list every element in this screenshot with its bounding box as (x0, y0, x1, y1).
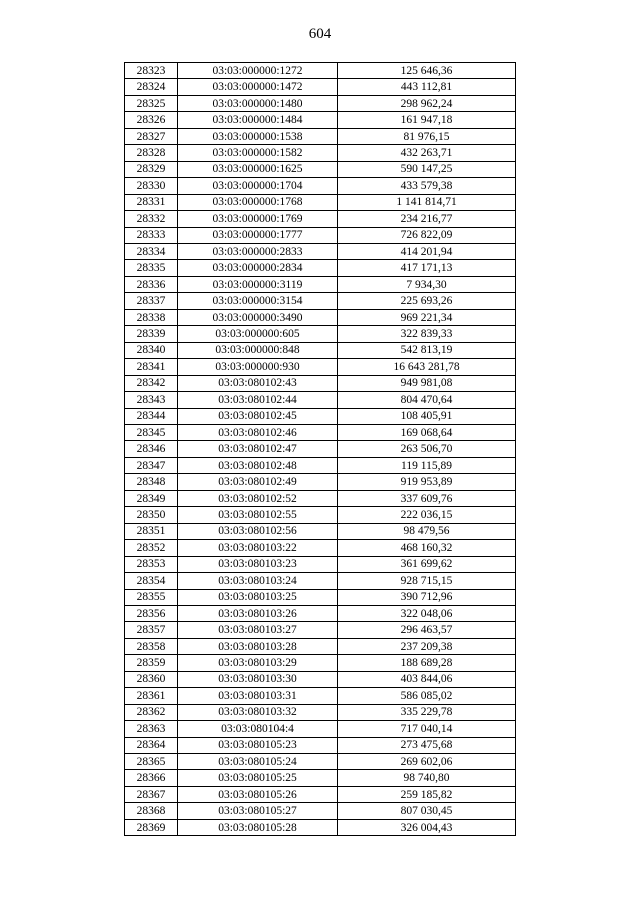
row-number-cell: 28363 (125, 721, 178, 737)
value-cell: 807 030,45 (338, 803, 516, 819)
row-number-cell: 28338 (125, 309, 178, 325)
table-row (125, 276, 516, 292)
value-cell: 804 470,64 (338, 392, 516, 408)
table-row (125, 490, 516, 506)
cadastral-number-cell: 03:03:080102:55 (178, 507, 338, 523)
cadastral-number-cell: 03:03:080102:45 (178, 408, 338, 424)
cadastral-number-cell: 03:03:080102:48 (178, 457, 338, 473)
row-number-cell: 28348 (125, 474, 178, 490)
value-cell: 108 405,91 (338, 408, 516, 424)
cadastral-number-cell: 03:03:080103:31 (178, 688, 338, 704)
value-cell: 433 579,38 (338, 178, 516, 194)
value-cell: 125 646,36 (338, 63, 516, 79)
cadastral-number-cell: 03:03:080102:44 (178, 392, 338, 408)
table-row (125, 359, 516, 375)
value-cell: 717 040,14 (338, 721, 516, 737)
table-row (125, 737, 516, 753)
row-number-cell: 28359 (125, 655, 178, 671)
cadastral-number-cell: 03:03:080103:24 (178, 573, 338, 589)
row-number-cell: 28351 (125, 523, 178, 539)
table-row (125, 523, 516, 539)
table-row (125, 441, 516, 457)
table-row (125, 392, 516, 408)
table-row (125, 507, 516, 523)
value-cell: 361 699,62 (338, 556, 516, 572)
cadastral-number-cell: 03:03:000000:1582 (178, 145, 338, 161)
row-number-cell: 28355 (125, 589, 178, 605)
table-row (125, 556, 516, 572)
value-cell: 263 506,70 (338, 441, 516, 457)
row-number-cell: 28354 (125, 573, 178, 589)
table-row (125, 95, 516, 111)
row-number-cell: 28369 (125, 819, 178, 835)
table-row (125, 161, 516, 177)
value-cell: 335 229,78 (338, 704, 516, 720)
table-row (125, 721, 516, 737)
row-number-cell: 28331 (125, 194, 178, 210)
cadastral-number-cell: 03:03:000000:1769 (178, 211, 338, 227)
cadastral-number-cell: 03:03:080103:28 (178, 638, 338, 654)
row-number-cell: 28342 (125, 375, 178, 391)
row-number-cell: 28347 (125, 457, 178, 473)
row-number-cell: 28325 (125, 95, 178, 111)
value-cell: 161 947,18 (338, 112, 516, 128)
cadastral-number-cell: 03:03:080102:52 (178, 490, 338, 506)
table-row (125, 112, 516, 128)
table-row (125, 342, 516, 358)
cadastral-number-cell: 03:03:000000:1704 (178, 178, 338, 194)
row-number-cell: 28334 (125, 243, 178, 259)
row-number-cell: 28344 (125, 408, 178, 424)
table-row (125, 819, 516, 835)
table-row (125, 688, 516, 704)
value-cell: 234 216,77 (338, 211, 516, 227)
row-number-cell: 28330 (125, 178, 178, 194)
value-cell: 188 689,28 (338, 655, 516, 671)
row-number-cell: 28327 (125, 128, 178, 144)
cadastral-number-cell: 03:03:080103:32 (178, 704, 338, 720)
table-row (125, 227, 516, 243)
row-number-cell: 28323 (125, 63, 178, 79)
cadastral-number-cell: 03:03:080102:46 (178, 424, 338, 440)
value-cell: 403 844,06 (338, 671, 516, 687)
table-row (125, 243, 516, 259)
value-cell: 1 141 814,71 (338, 194, 516, 210)
value-cell: 586 085,02 (338, 688, 516, 704)
row-number-cell: 28356 (125, 605, 178, 621)
table-row (125, 424, 516, 440)
table-row (125, 375, 516, 391)
table-row (125, 178, 516, 194)
row-number-cell: 28332 (125, 211, 178, 227)
row-number-cell: 28350 (125, 507, 178, 523)
table-row (125, 79, 516, 95)
cadastral-number-cell: 03:03:000000:605 (178, 326, 338, 342)
row-number-cell: 28352 (125, 540, 178, 556)
table-row (125, 293, 516, 309)
table-row (125, 754, 516, 770)
table-row (125, 128, 516, 144)
cadastral-number-cell: 03:03:080105:24 (178, 754, 338, 770)
table-row (125, 408, 516, 424)
table-row (125, 63, 516, 79)
value-cell: 119 115,89 (338, 457, 516, 473)
value-cell: 225 693,26 (338, 293, 516, 309)
value-cell: 98 740,80 (338, 770, 516, 786)
table-row (125, 622, 516, 638)
table-row (125, 786, 516, 802)
row-number-cell: 28328 (125, 145, 178, 161)
row-number-cell: 28368 (125, 803, 178, 819)
cadastral-number-cell: 03:03:080103:25 (178, 589, 338, 605)
table-row (125, 145, 516, 161)
value-cell: 390 712,96 (338, 589, 516, 605)
cadastral-number-cell: 03:03:000000:1272 (178, 63, 338, 79)
value-cell: 326 004,43 (338, 819, 516, 835)
table-row (125, 309, 516, 325)
table-row (125, 194, 516, 210)
cadastral-number-cell: 03:03:080103:22 (178, 540, 338, 556)
table-row (125, 704, 516, 720)
row-number-cell: 28326 (125, 112, 178, 128)
row-number-cell: 28343 (125, 392, 178, 408)
cadastral-number-cell: 03:03:000000:848 (178, 342, 338, 358)
value-cell: 414 201,94 (338, 243, 516, 259)
cadastral-number-cell: 03:03:080102:43 (178, 375, 338, 391)
value-cell: 269 602,06 (338, 754, 516, 770)
cadastral-number-cell: 03:03:000000:3154 (178, 293, 338, 309)
row-number-cell: 28365 (125, 754, 178, 770)
row-number-cell: 28345 (125, 424, 178, 440)
value-cell: 928 715,15 (338, 573, 516, 589)
cadastral-number-cell: 03:03:000000:1480 (178, 95, 338, 111)
table-row (125, 803, 516, 819)
row-number-cell: 28324 (125, 79, 178, 95)
row-number-cell: 28333 (125, 227, 178, 243)
cadastral-number-cell: 03:03:000000:2833 (178, 243, 338, 259)
value-cell: 273 475,68 (338, 737, 516, 753)
value-cell: 432 263,71 (338, 145, 516, 161)
row-number-cell: 28340 (125, 342, 178, 358)
row-number-cell: 28367 (125, 786, 178, 802)
cadastral-number-cell: 03:03:080105:25 (178, 770, 338, 786)
table-row (125, 655, 516, 671)
row-number-cell: 28353 (125, 556, 178, 572)
value-cell: 443 112,81 (338, 79, 516, 95)
row-number-cell: 28362 (125, 704, 178, 720)
table-row (125, 211, 516, 227)
table-row (125, 770, 516, 786)
cadastral-number-cell: 03:03:080105:28 (178, 819, 338, 835)
table-row (125, 573, 516, 589)
value-cell: 237 209,38 (338, 638, 516, 654)
cadastral-number-cell: 03:03:000000:1625 (178, 161, 338, 177)
row-number-cell: 28346 (125, 441, 178, 457)
value-cell: 81 976,15 (338, 128, 516, 144)
value-cell: 298 962,24 (338, 95, 516, 111)
page-number: 604 (308, 26, 332, 42)
value-cell: 337 609,76 (338, 490, 516, 506)
row-number-cell: 28341 (125, 359, 178, 375)
table-row (125, 589, 516, 605)
value-cell: 949 981,08 (338, 375, 516, 391)
cadastral-number-cell: 03:03:080105:27 (178, 803, 338, 819)
row-number-cell: 28335 (125, 260, 178, 276)
value-cell: 468 160,32 (338, 540, 516, 556)
cadastral-number-cell: 03:03:080103:26 (178, 605, 338, 621)
row-number-cell: 28357 (125, 622, 178, 638)
row-number-cell: 28329 (125, 161, 178, 177)
value-cell: 169 068,64 (338, 424, 516, 440)
row-number-cell: 28358 (125, 638, 178, 654)
cadastral-number-cell: 03:03:000000:1484 (178, 112, 338, 128)
cadastral-number-cell: 03:03:000000:3490 (178, 309, 338, 325)
value-cell: 259 185,82 (338, 786, 516, 802)
row-number-cell: 28337 (125, 293, 178, 309)
table-row (125, 474, 516, 490)
table-row (125, 540, 516, 556)
value-cell: 16 643 281,78 (338, 359, 516, 375)
cadastral-number-cell: 03:03:000000:930 (178, 359, 338, 375)
value-cell: 7 934,30 (338, 276, 516, 292)
value-cell: 417 171,13 (338, 260, 516, 276)
table-row (125, 638, 516, 654)
value-cell: 222 036,15 (338, 507, 516, 523)
cadastral-number-cell: 03:03:000000:2834 (178, 260, 338, 276)
value-cell: 322 839,33 (338, 326, 516, 342)
cadastral-number-cell: 03:03:080105:23 (178, 737, 338, 753)
table-row (125, 605, 516, 621)
row-number-cell: 28364 (125, 737, 178, 753)
cadastral-number-cell: 03:03:080102:49 (178, 474, 338, 490)
table-row (125, 457, 516, 473)
row-number-cell: 28361 (125, 688, 178, 704)
table-row (125, 326, 516, 342)
cadastral-number-cell: 03:03:080104:4 (178, 721, 338, 737)
value-cell: 969 221,34 (338, 309, 516, 325)
cadastral-number-cell: 03:03:000000:1538 (178, 128, 338, 144)
value-cell: 542 813,19 (338, 342, 516, 358)
cadastral-number-cell: 03:03:080103:29 (178, 655, 338, 671)
cadastral-number-cell: 03:03:080103:30 (178, 671, 338, 687)
cadastral-value-table (124, 62, 516, 836)
value-cell: 322 048,06 (338, 605, 516, 621)
value-cell: 590 147,25 (338, 161, 516, 177)
cadastral-number-cell: 03:03:080103:27 (178, 622, 338, 638)
row-number-cell: 28336 (125, 276, 178, 292)
cadastral-number-cell: 03:03:000000:3119 (178, 276, 338, 292)
cadastral-number-cell: 03:03:080105:26 (178, 786, 338, 802)
row-number-cell: 28339 (125, 326, 178, 342)
cadastral-number-cell: 03:03:080102:47 (178, 441, 338, 457)
row-number-cell: 28360 (125, 671, 178, 687)
table-row (125, 260, 516, 276)
row-number-cell: 28349 (125, 490, 178, 506)
table-row (125, 671, 516, 687)
table-body (125, 63, 516, 836)
cadastral-number-cell: 03:03:000000:1777 (178, 227, 338, 243)
cadastral-number-cell: 03:03:000000:1472 (178, 79, 338, 95)
cadastral-number-cell: 03:03:080102:56 (178, 523, 338, 539)
value-cell: 919 953,89 (338, 474, 516, 490)
value-cell: 98 479,56 (338, 523, 516, 539)
value-cell: 726 822,09 (338, 227, 516, 243)
value-cell: 296 463,57 (338, 622, 516, 638)
cadastral-number-cell: 03:03:000000:1768 (178, 194, 338, 210)
cadastral-number-cell: 03:03:080103:23 (178, 556, 338, 572)
row-number-cell: 28366 (125, 770, 178, 786)
